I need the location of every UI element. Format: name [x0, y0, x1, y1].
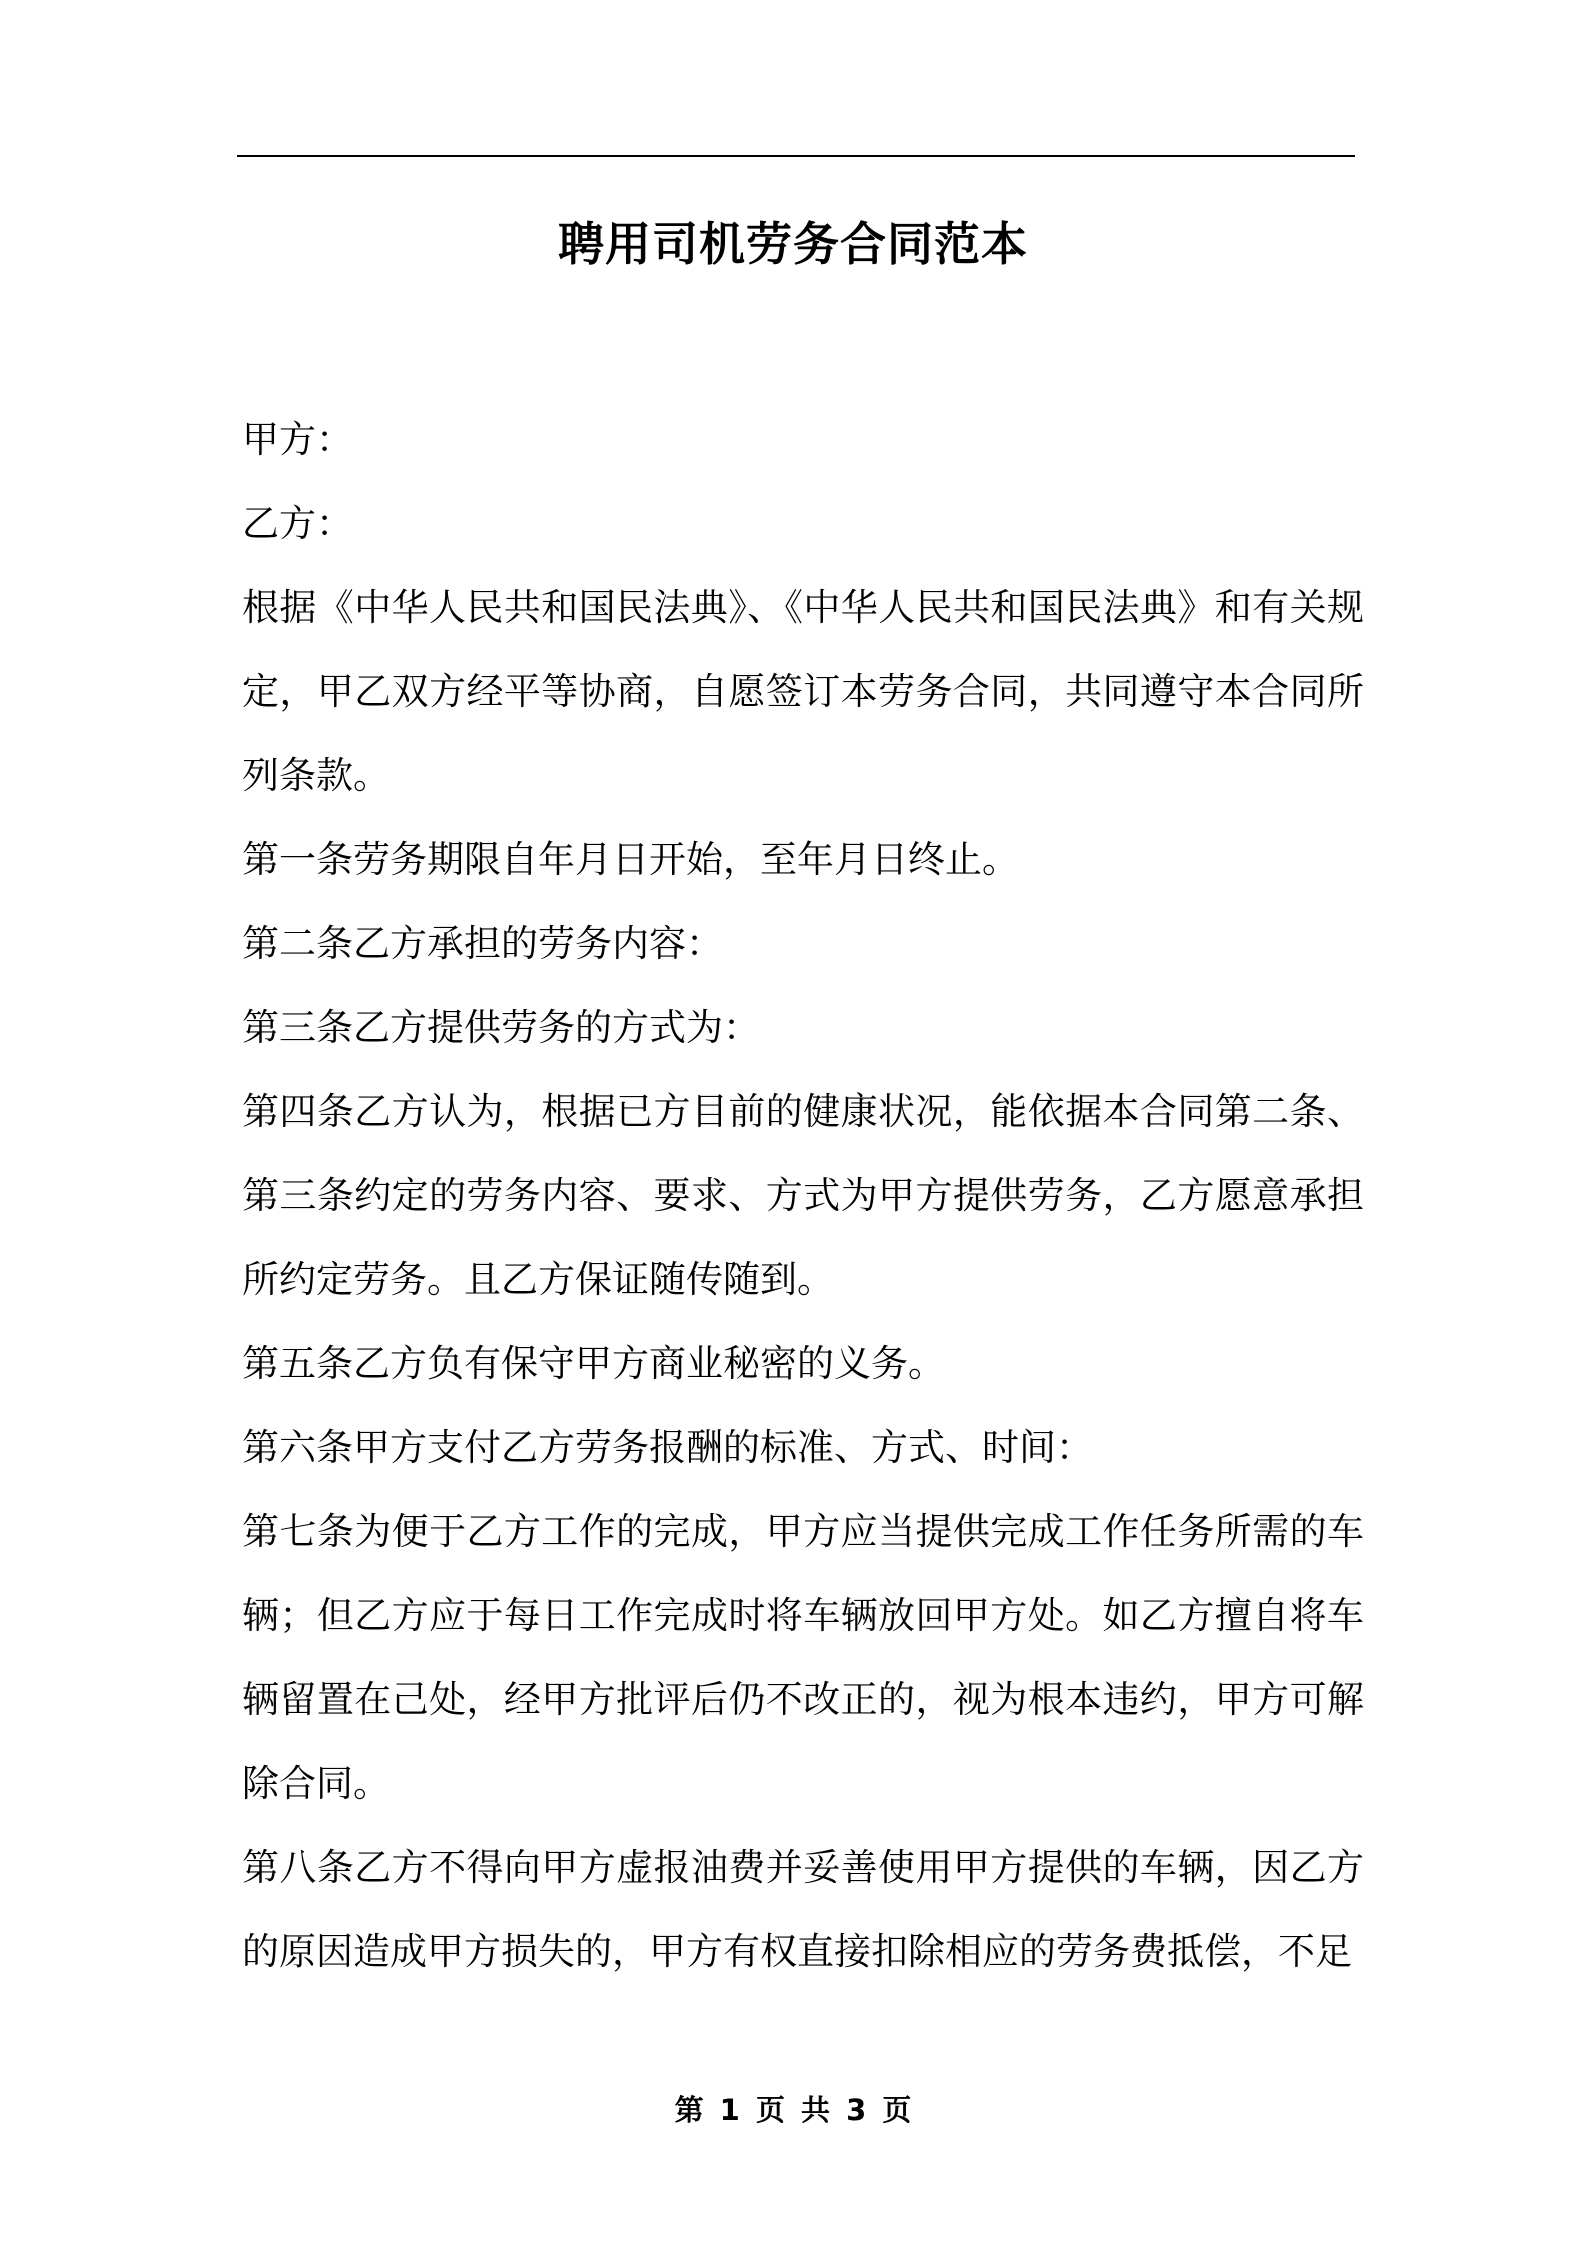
article-6: 第六条甲方支付乙方劳务报酬的标准、方式、时间： [242, 1426, 1093, 1469]
document-title: 聘用司机劳务合同范本 [558, 217, 1028, 271]
article-3: 第三条乙方提供劳务的方式为： [242, 1006, 760, 1049]
article-8: 第八条乙方不得向甲方虚报油费并妥善使用甲方提供的车辆，因乙方的原因造成甲方损失的，甲方有权直接扣除相应的劳务费抵偿，不足 [242, 1846, 1364, 1973]
party-b-line: 乙方： [242, 502, 353, 545]
document-body [242, 398, 1364, 1994]
preamble-paragraph: 根据《中华人民共和国民法典》、《中华人民共和国民法典》和有关规定，甲乙双方经平等协商，自愿签订本劳务合同，共同遵守本合同所列条款。 [242, 586, 1364, 797]
article-2: 第二条乙方承担的劳务内容： [242, 922, 723, 965]
article-4: 第四条乙方认为，根据已方目前的健康状况，能依据本合同第二条、第三条约定的劳务内容、要求、方式为甲方提供劳务，乙方愿意承担所约定劳务。且乙方保证随传随到。 [242, 1090, 1364, 1301]
article-7: 第七条为便于乙方工作的完成，甲方应当提供完成工作任务所需的车辆；但乙方应于每日工作完成时将车辆放回甲方处。如乙方擅自将车辆留置在己处，经甲方批评后仍不改正的，视为根本违约，甲方可解除合同。 [242, 1510, 1364, 1805]
page-number: 第 1 页 共 3 页 [674, 2093, 912, 2127]
article-5: 第五条乙方负有保守甲方商业秘密的义务。 [242, 1342, 945, 1385]
article-1: 第一条劳务期限自年月日开始，至年月日终止。 [242, 838, 1019, 881]
header-rule [237, 155, 1355, 157]
party-a-line: 甲方： [242, 418, 353, 461]
